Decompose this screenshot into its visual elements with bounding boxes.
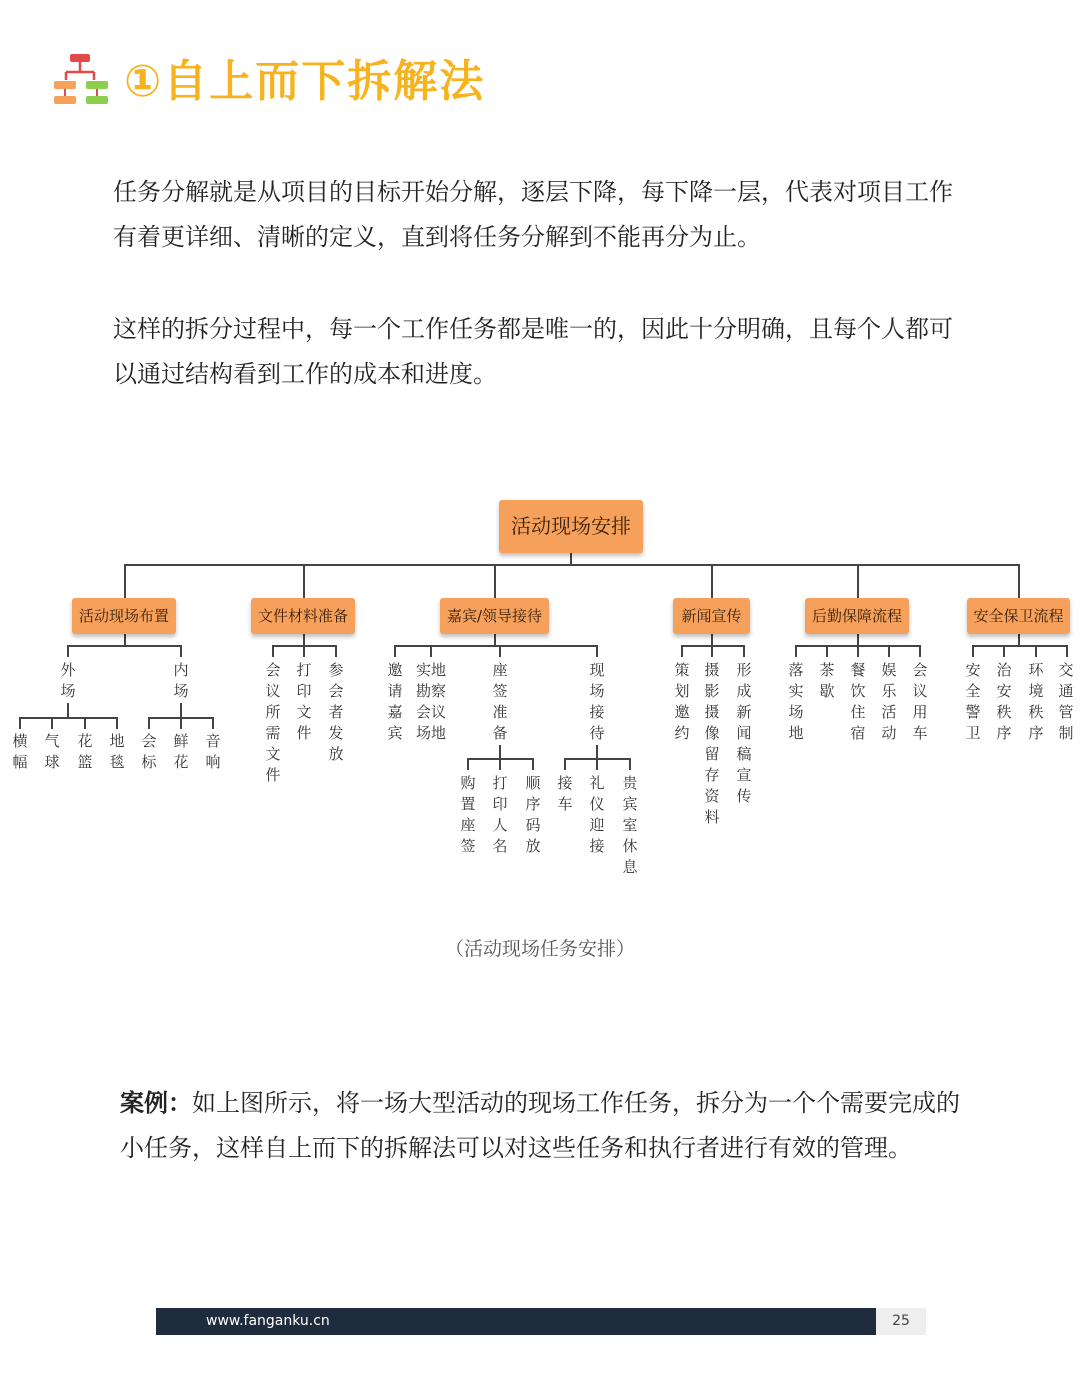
branch-node-documents: 文件材料准备 bbox=[251, 598, 355, 634]
leaf-tea-break: 茶 歇 bbox=[819, 661, 835, 700]
leaf-entertainment: 娱 乐 活 动 bbox=[881, 661, 897, 742]
hierarchy-icon bbox=[52, 52, 110, 108]
leaf-catering: 餐 饮 住 宿 bbox=[850, 661, 866, 742]
footer-url: www.fanganku.cn bbox=[206, 1313, 330, 1329]
leaf-flowers: 鲜 花 bbox=[173, 732, 189, 771]
leaf-press-release: 形 成 新 闻 稿 宣 传 bbox=[736, 661, 752, 805]
tree-root-node: 活动现场安排 bbox=[499, 500, 643, 553]
leaf-vip-room: 贵 宾 室 休 息 bbox=[622, 774, 638, 876]
leaf-traffic: 交 通 管 制 bbox=[1058, 661, 1074, 742]
leaf-meeting-docs: 会 议 所 需 文 件 bbox=[265, 661, 281, 784]
branch-node-guest-reception: 嘉宾/领导接待 bbox=[440, 598, 549, 634]
leaf-pickup: 接 车 bbox=[557, 774, 573, 813]
branch-node-news-publicity: 新闻宣传 bbox=[673, 598, 750, 634]
intro-paragraph-2: 这样的拆分过程中，每一个工作任务都是唯一的，因此十分明确，且每个人都可以通过结构看到工作的成本和进度。 bbox=[113, 315, 953, 388]
leaf-balloon: 气 球 bbox=[44, 732, 60, 771]
leaf-outdoor: 外 场 bbox=[60, 661, 76, 700]
page-number: 25 bbox=[876, 1308, 926, 1335]
leaf-print-names: 打 印 人 名 bbox=[492, 774, 508, 855]
leaf-photo-video: 摄 影 摄 像 留 存 资 料 bbox=[704, 661, 720, 826]
case-label: 案例： bbox=[120, 1089, 192, 1117]
leaf-print-docs: 打 印 文 件 bbox=[296, 661, 312, 742]
leaf-reception: 现 场 接 待 bbox=[589, 661, 605, 742]
leaf-etiquette: 礼 仪 迎 接 bbox=[589, 774, 605, 855]
branch-node-venue-layout: 活动现场布置 bbox=[72, 598, 176, 634]
leaf-order-place: 顺 序 码 放 bbox=[525, 774, 541, 855]
leaf-order: 治 安 秩 序 bbox=[996, 661, 1012, 742]
case-text: 如上图所示，将一场大型活动的现场工作任务，拆分为一个个需要完成的小任务，这样自上而下的拆解法可以对这些任务和执行者进行有效的管理。 bbox=[120, 1089, 960, 1162]
leaf-police: 安 全 警 卫 bbox=[965, 661, 981, 742]
page-title: ①自上而下拆解法 bbox=[124, 56, 486, 107]
leaf-plan-invite: 策 划 邀 约 bbox=[674, 661, 690, 742]
leaf-invite-guests: 邀 请 嘉 宾 bbox=[387, 661, 403, 742]
leaf-flower-basket: 花 篮 bbox=[77, 732, 93, 771]
leaf-carpet: 地 毯 bbox=[109, 732, 125, 771]
leaf-meeting-car: 会 议 用 车 bbox=[912, 661, 928, 742]
branch-node-logistics: 后勤保障流程 bbox=[805, 598, 909, 634]
leaf-venue: 落 实 场 地 bbox=[788, 661, 804, 742]
leaf-buy-cards: 购 置 座 签 bbox=[460, 774, 476, 855]
leaf-indoor: 内 场 bbox=[173, 661, 189, 700]
diagram-caption: （活动现场任务安排） bbox=[444, 938, 635, 960]
branch-node-security: 安全保卫流程 bbox=[967, 598, 1070, 634]
leaf-banner: 横 幅 bbox=[12, 732, 28, 771]
leaf-attendee-hand: 参 会 者 发 放 bbox=[328, 661, 344, 763]
intro-paragraph-1: 任务分解就是从项目的目标开始分解，逐层下降，每下降一层，代表对项目工作有着更详细、清晰的定义，直到将任务分解到不能再分为止。 bbox=[113, 178, 953, 251]
leaf-environment: 环 境 秩 序 bbox=[1028, 661, 1044, 742]
leaf-sound: 音 响 bbox=[205, 732, 221, 771]
leaf-site-visit: 实地 勘察 会议 场地 bbox=[415, 661, 446, 742]
leaf-logo: 会 标 bbox=[141, 732, 157, 771]
case-paragraph bbox=[120, 1081, 980, 1171]
leaf-seat-prep: 座 签 准 备 bbox=[492, 661, 508, 742]
